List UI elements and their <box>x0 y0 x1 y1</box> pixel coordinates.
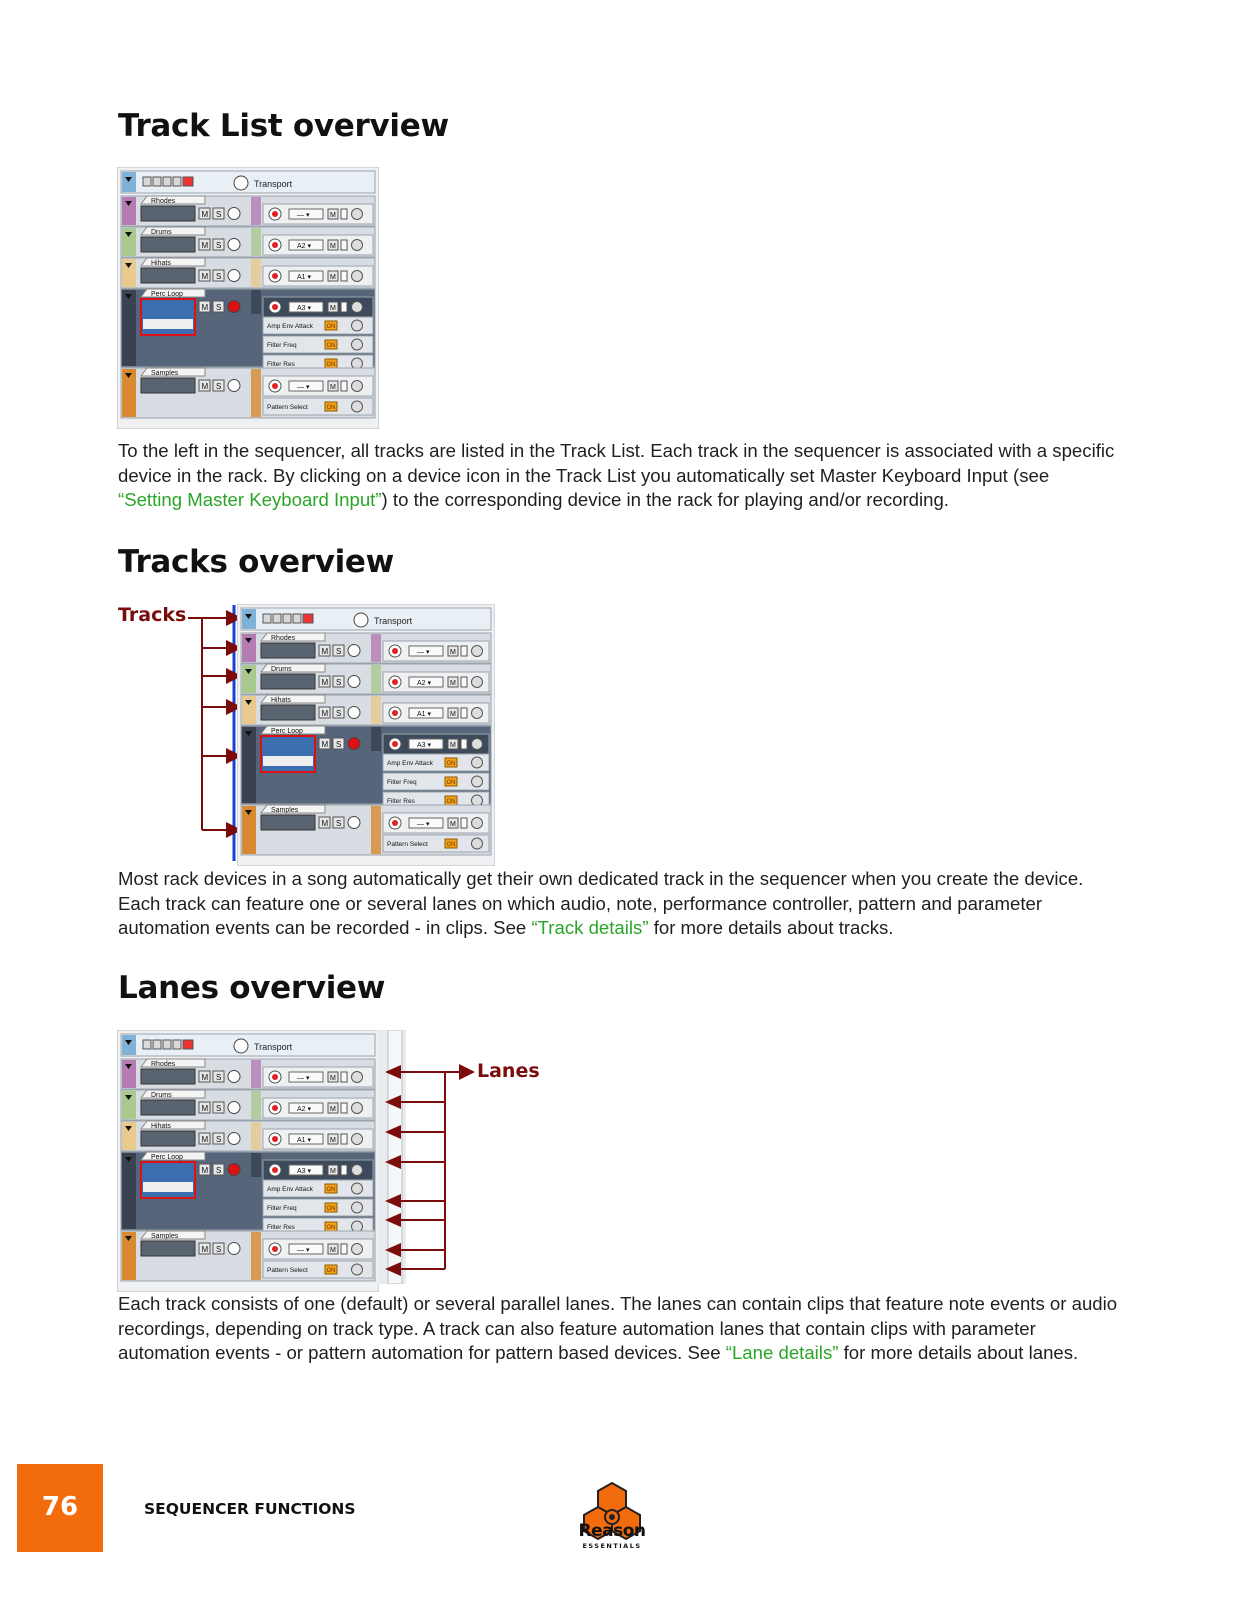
track-color-strip <box>242 727 256 803</box>
delete-lane-icon[interactable] <box>352 240 363 251</box>
lane-on-label: ON <box>326 405 336 411</box>
delete-lane-icon[interactable] <box>472 757 483 768</box>
lane-mute-label: M <box>450 711 456 718</box>
device-icon[interactable] <box>141 1100 195 1115</box>
transport-button[interactable] <box>293 614 301 623</box>
automation-lane-name: Pattern Select <box>267 404 308 411</box>
lane-on-label: ON <box>326 324 336 330</box>
lane-color-strip <box>371 696 381 724</box>
transport-record-button[interactable] <box>303 614 313 623</box>
track-samples[interactable] <box>121 368 375 418</box>
lane-mute-label: M <box>330 305 336 312</box>
solo-label: S <box>336 678 342 687</box>
delete-lane-icon[interactable] <box>352 302 363 313</box>
transport-label: Transport <box>374 616 413 626</box>
record-dot-icon <box>392 741 398 747</box>
delete-lane-icon[interactable] <box>472 776 483 787</box>
device-keyboard-icon <box>143 319 193 329</box>
record-dot-icon <box>272 383 278 389</box>
link-setting-master-keyboard-input[interactable]: “Setting Master Keyboard Input” <box>118 489 382 511</box>
paragraph-track-list <box>118 439 1118 513</box>
lane-mute-label: M <box>330 274 336 281</box>
automation-lane-name: Filter Res <box>387 798 415 805</box>
track-rhodes[interactable] <box>121 196 375 226</box>
track-name: Samples <box>151 1233 179 1240</box>
transport-row <box>241 608 491 630</box>
record-dot-icon <box>272 304 278 310</box>
automation-lane-name: Filter Res <box>267 1224 295 1231</box>
record-dot-icon <box>272 273 278 279</box>
record-dot-icon <box>272 242 278 248</box>
device-icon[interactable] <box>141 378 195 393</box>
lane-color-strip <box>371 665 381 693</box>
delete-lane-icon[interactable] <box>352 1202 363 1213</box>
automation-lane-name: Filter Freq <box>267 342 297 349</box>
solo-label: S <box>216 1135 222 1144</box>
pattern-select-value: — ▾ <box>297 1075 310 1082</box>
transport-button[interactable] <box>143 177 151 186</box>
lane-color-strip <box>251 369 261 417</box>
input-monitor-icon[interactable] <box>228 301 240 313</box>
delete-lane-icon[interactable] <box>352 320 363 331</box>
lane-on-label: ON <box>446 761 456 767</box>
track-name: Rhodes <box>271 635 296 642</box>
delete-lane-icon[interactable] <box>352 358 363 369</box>
transport-button[interactable] <box>173 177 181 186</box>
mute-label: M <box>321 709 329 718</box>
device-icon[interactable] <box>261 815 315 830</box>
lane-color-strip <box>251 1060 261 1088</box>
delete-lane-icon[interactable] <box>352 401 363 412</box>
lane-on-label: ON <box>326 362 336 368</box>
transport-button[interactable] <box>163 1040 171 1049</box>
solo-label: S <box>336 709 342 718</box>
lane-divider <box>341 240 347 250</box>
input-monitor-icon[interactable] <box>348 707 360 719</box>
solo-label: S <box>336 819 342 828</box>
automation-lane-name: Amp Env Attack <box>267 1186 313 1193</box>
section-heading-tracks: Tracks overview <box>118 544 394 580</box>
delete-lane-icon[interactable] <box>352 209 363 220</box>
transport-button[interactable] <box>163 177 171 186</box>
solo-label: S <box>216 210 222 219</box>
pattern-select-value: A2 ▾ <box>417 680 432 687</box>
delete-lane-icon[interactable] <box>472 838 483 849</box>
delete-lane-icon[interactable] <box>352 1244 363 1255</box>
pattern-select-value: A3 ▾ <box>417 742 432 749</box>
track-name: Perc Loop <box>151 291 183 298</box>
transport-device-icon[interactable] <box>234 176 248 190</box>
automation-lane-name: Pattern Select <box>387 841 428 848</box>
footer-section-title: SEQUENCER FUNCTIONS <box>144 1500 356 1518</box>
mute-label: M <box>201 272 209 281</box>
mute-label: M <box>201 1245 209 1254</box>
track-rhodes[interactable] <box>241 633 491 663</box>
mute-label: M <box>201 382 209 391</box>
logo-wordmark: Reason <box>578 1521 646 1541</box>
track-name: Rhodes <box>151 1061 176 1068</box>
paragraph-tracks <box>118 867 1118 941</box>
delete-lane-icon[interactable] <box>352 1134 363 1145</box>
record-dot-icon <box>392 648 398 654</box>
input-monitor-icon[interactable] <box>348 676 360 688</box>
lane-mute-label: M <box>330 212 336 219</box>
lane-on-label: ON <box>326 1187 336 1193</box>
mute-label: M <box>321 647 329 656</box>
lane-mute-label: M <box>330 1168 336 1175</box>
lane-color-strip <box>251 1153 261 1177</box>
lane-color-strip <box>251 1122 261 1150</box>
transport-record-button[interactable] <box>183 177 193 186</box>
mute-label: M <box>201 1104 209 1113</box>
record-dot-icon <box>272 1105 278 1111</box>
transport-button[interactable] <box>273 614 281 623</box>
pattern-select-value: — ▾ <box>417 821 430 828</box>
track-samples[interactable] <box>121 1231 375 1281</box>
delete-lane-icon[interactable] <box>472 818 483 829</box>
lane-on-label: ON <box>446 780 456 786</box>
device-icon[interactable] <box>141 299 195 335</box>
lane-mute-label: M <box>330 1247 336 1254</box>
lane-on-label: ON <box>326 1206 336 1212</box>
track-list-figure <box>117 167 379 434</box>
lane-divider <box>341 381 347 391</box>
device-keyboard-icon <box>263 756 313 766</box>
solo-label: S <box>216 241 222 250</box>
lane-divider <box>341 1134 347 1144</box>
lanes-figure <box>117 1030 379 1297</box>
track-name: Perc Loop <box>151 1154 183 1161</box>
transport-row <box>121 171 375 193</box>
lane-divider <box>461 739 467 749</box>
mute-label: M <box>321 819 329 828</box>
delete-lane-icon[interactable] <box>472 795 483 806</box>
mute-label: M <box>201 210 209 219</box>
mute-label: M <box>201 241 209 250</box>
track-color-strip <box>122 1153 136 1229</box>
lane-divider <box>341 1165 347 1175</box>
transport-device-icon[interactable] <box>234 1039 248 1053</box>
solo-label: S <box>216 382 222 391</box>
solo-label: S <box>216 1166 222 1175</box>
lane-color-strip <box>251 259 261 287</box>
transport-device-icon[interactable] <box>354 613 368 627</box>
track-drums[interactable] <box>241 664 491 694</box>
lane-mute-label: M <box>450 821 456 828</box>
track-hihats[interactable] <box>241 695 491 725</box>
link-track-details[interactable]: “Track details” <box>531 917 649 939</box>
transport-button[interactable] <box>153 1040 161 1049</box>
automation-lane-name: Filter Res <box>267 361 295 368</box>
lane-mute-label: M <box>450 649 456 656</box>
lane-divider <box>341 1072 347 1082</box>
delete-lane-icon[interactable] <box>352 1165 363 1176</box>
pattern-select-value: A1 ▾ <box>417 711 432 718</box>
solo-label: S <box>216 1245 222 1254</box>
delete-lane-icon[interactable] <box>352 1103 363 1114</box>
automation-lane-name: Filter Freq <box>387 779 417 786</box>
lane-divider <box>341 1103 347 1113</box>
solo-label: S <box>216 1073 222 1082</box>
device-icon[interactable] <box>141 237 195 252</box>
paragraph-text: for more details about tracks. <box>648 917 894 939</box>
pattern-select-value: A1 ▾ <box>297 1137 312 1144</box>
solo-label: S <box>216 272 222 281</box>
paragraph-text: for more details about lanes. <box>838 1342 1079 1364</box>
delete-lane-icon[interactable] <box>352 1072 363 1083</box>
pattern-select-value: A2 ▾ <box>297 1106 312 1113</box>
paragraph-text: ) to the corresponding device in the rack for playing and/or recording. <box>381 489 949 511</box>
lane-color-strip <box>371 727 381 751</box>
pattern-select-value: A2 ▾ <box>297 243 312 250</box>
record-dot-icon <box>392 820 398 826</box>
input-monitor-icon[interactable] <box>228 1164 240 1176</box>
track-name: Drums <box>151 1092 172 1099</box>
pattern-select-value: A3 ▾ <box>297 305 312 312</box>
transport-button[interactable] <box>173 1040 181 1049</box>
track-drums[interactable] <box>121 227 375 257</box>
lane-mute-label: M <box>330 1075 336 1082</box>
lane-on-label: ON <box>326 1225 336 1231</box>
input-monitor-icon[interactable] <box>228 1243 240 1255</box>
lane-divider <box>341 209 347 219</box>
device-icon[interactable] <box>141 1162 195 1198</box>
device-icon[interactable] <box>261 674 315 689</box>
delete-lane-icon[interactable] <box>472 739 483 750</box>
pattern-select-value: — ▾ <box>297 212 310 219</box>
lane-color-strip <box>371 806 381 854</box>
track-name: Rhodes <box>151 198 176 205</box>
record-dot-icon <box>392 679 398 685</box>
transport-button[interactable] <box>143 1040 151 1049</box>
transport-color <box>122 172 136 192</box>
track-hihats[interactable] <box>121 1121 375 1151</box>
track-rhodes[interactable] <box>121 1059 375 1089</box>
transport-button[interactable] <box>153 177 161 186</box>
lane-on-label: ON <box>446 842 456 848</box>
tracks-annotation: Tracks <box>118 604 187 626</box>
pattern-select-value: — ▾ <box>297 384 310 391</box>
transport-record-button[interactable] <box>183 1040 193 1049</box>
lane-on-label: ON <box>326 1268 336 1274</box>
delete-lane-icon[interactable] <box>352 1221 363 1232</box>
track-color-strip <box>122 290 136 366</box>
input-monitor-icon[interactable] <box>348 817 360 829</box>
pattern-select-value: A1 ▾ <box>297 274 312 281</box>
mute-label: M <box>321 740 329 749</box>
mute-label: M <box>201 1073 209 1082</box>
lane-divider <box>461 708 467 718</box>
automation-lane-name: Pattern Select <box>267 1267 308 1274</box>
paragraph-text: To the left in the sequencer, all tracks are listed in the Track List. Each track in the sequencer is associated with a specific device in the rack. By clicking on a device icon in the Track List you automatically set Master Keyboard Input (see <box>118 440 1115 486</box>
solo-label: S <box>336 647 342 656</box>
delete-lane-icon[interactable] <box>352 271 363 282</box>
solo-label: S <box>216 1104 222 1113</box>
track-name: Samples <box>151 370 179 377</box>
record-dot-icon <box>392 710 398 716</box>
pattern-select-value: — ▾ <box>297 1247 310 1254</box>
delete-lane-icon[interactable] <box>472 677 483 688</box>
lane-mute-label: M <box>330 1106 336 1113</box>
logo-subtitle: ESSENTIALS <box>582 1542 642 1550</box>
track-samples[interactable] <box>241 805 491 855</box>
track-name: Drums <box>151 229 172 236</box>
lane-mute-label: M <box>330 384 336 391</box>
lane-color-strip <box>251 290 261 314</box>
lane-color-strip <box>251 197 261 225</box>
delete-lane-icon[interactable] <box>472 646 483 657</box>
link-lane-details[interactable]: “Lane details” <box>725 1342 839 1364</box>
input-monitor-icon[interactable] <box>228 1071 240 1083</box>
device-keyboard-icon <box>143 1182 193 1192</box>
delete-lane-icon[interactable] <box>352 1183 363 1194</box>
device-icon[interactable] <box>141 1131 195 1146</box>
track-perc-loop[interactable] <box>241 726 491 809</box>
mute-label: M <box>201 1135 209 1144</box>
track-drums[interactable] <box>121 1090 375 1120</box>
transport-button[interactable] <box>263 614 271 623</box>
input-monitor-icon[interactable] <box>228 270 240 282</box>
lanes-annotation: Lanes <box>477 1060 540 1082</box>
input-monitor-icon[interactable] <box>228 208 240 220</box>
transport-label: Transport <box>254 179 293 189</box>
lane-divider <box>461 646 467 656</box>
device-icon[interactable] <box>141 1241 195 1256</box>
transport-color <box>242 609 256 629</box>
track-name: Hihats <box>271 697 291 704</box>
lane-divider <box>341 271 347 281</box>
tracks-figure <box>237 604 495 871</box>
lane-color-strip <box>371 634 381 662</box>
track-name: Hihats <box>151 1123 171 1130</box>
lane-divider <box>461 818 467 828</box>
lane-on-label: ON <box>446 799 456 805</box>
lanes-arrows <box>385 1058 475 1283</box>
lane-divider <box>461 677 467 687</box>
section-heading-track-list: Track List overview <box>118 108 449 144</box>
automation-lane-name: Amp Env Attack <box>387 760 433 767</box>
paragraph-text: Most rack devices in a song automatically get their own dedicated track in the sequencer when you create the device. Each track can feature one or several lanes on which audio, note, performance controller, pattern and parameter automation events can be recorded - in clips. See <box>118 868 1084 939</box>
transport-label: Transport <box>254 1042 293 1052</box>
device-icon[interactable] <box>141 1069 195 1084</box>
solo-label: S <box>336 740 342 749</box>
device-icon[interactable] <box>261 736 315 772</box>
input-monitor-icon[interactable] <box>228 1133 240 1145</box>
transport-button[interactable] <box>283 614 291 623</box>
transport-row <box>121 1034 375 1056</box>
mute-label: M <box>321 678 329 687</box>
lane-divider <box>341 1244 347 1254</box>
input-monitor-icon[interactable] <box>228 1102 240 1114</box>
lane-divider <box>341 302 347 312</box>
device-icon[interactable] <box>141 206 195 221</box>
transport-color <box>122 1035 136 1055</box>
lane-color-strip <box>251 1232 261 1280</box>
lane-mute-label: M <box>330 1137 336 1144</box>
device-icon[interactable] <box>261 705 315 720</box>
delete-lane-icon[interactable] <box>352 339 363 350</box>
delete-lane-icon[interactable] <box>472 708 483 719</box>
lane-mute-label: M <box>450 742 456 749</box>
lane-color-strip <box>251 228 261 256</box>
lane-mute-label: M <box>450 680 456 687</box>
track-name: Hihats <box>151 260 171 267</box>
track-perc-loop[interactable] <box>121 289 375 372</box>
lane-color-strip <box>251 1091 261 1119</box>
automation-lane-name: Filter Freq <box>267 1205 297 1212</box>
solo-label: S <box>216 303 222 312</box>
track-hihats[interactable] <box>121 258 375 288</box>
track-name: Samples <box>271 807 299 814</box>
track-perc-loop[interactable] <box>121 1152 375 1235</box>
track-list-widget <box>117 1030 379 1292</box>
track-list-widget <box>237 604 495 866</box>
record-dot-icon <box>272 1246 278 1252</box>
mute-label: M <box>201 303 209 312</box>
record-dot-icon <box>272 211 278 217</box>
page-number: 76 <box>41 1492 79 1522</box>
paragraph-text: Each track consists of one (default) or several parallel lanes. The lanes can contain clips that feature note events or audio recordings, depending on track type. A track can also feature automation lanes that contain clips with parameter automation events - or pattern automation for pattern based devices. See <box>118 1293 1118 1364</box>
mute-label: M <box>201 1166 209 1175</box>
paragraph-lanes <box>118 1292 1118 1366</box>
record-dot-icon <box>272 1167 278 1173</box>
pattern-select-value: — ▾ <box>417 649 430 656</box>
lane-on-label: ON <box>326 343 336 349</box>
record-dot-icon <box>272 1074 278 1080</box>
automation-lane-name: Amp Env Attack <box>267 323 313 330</box>
record-dot-icon <box>272 1136 278 1142</box>
input-monitor-icon[interactable] <box>348 645 360 657</box>
track-name: Drums <box>271 666 292 673</box>
delete-lane-icon[interactable] <box>352 381 363 392</box>
input-monitor-icon[interactable] <box>228 380 240 392</box>
input-monitor-icon[interactable] <box>228 239 240 251</box>
pattern-select-value: A3 ▾ <box>297 1168 312 1175</box>
track-name: Perc Loop <box>271 728 303 735</box>
input-monitor-icon[interactable] <box>348 738 360 750</box>
section-heading-lanes: Lanes overview <box>118 970 386 1006</box>
device-icon[interactable] <box>261 643 315 658</box>
track-list-widget <box>117 167 379 429</box>
delete-lane-icon[interactable] <box>352 1264 363 1275</box>
device-icon[interactable] <box>141 268 195 283</box>
lane-mute-label: M <box>330 243 336 250</box>
